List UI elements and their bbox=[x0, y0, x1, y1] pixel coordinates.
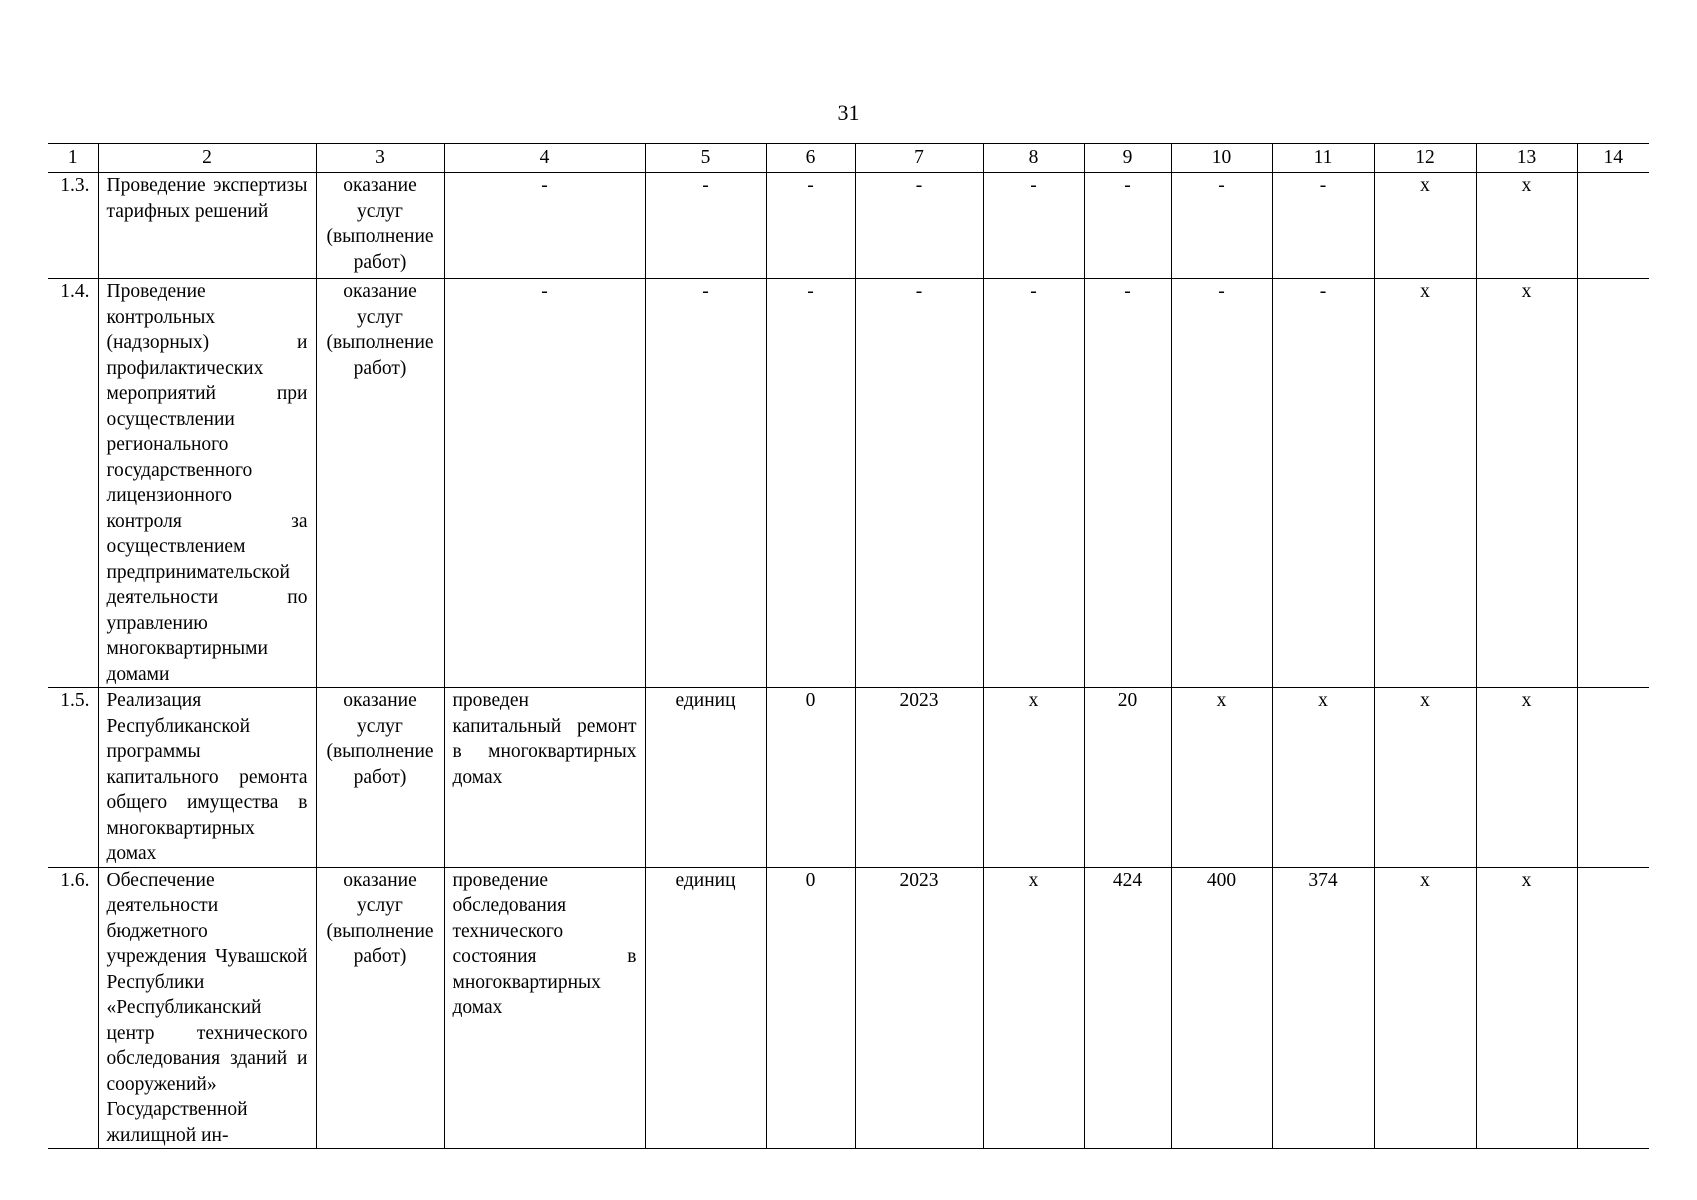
row-name: Обеспечение деятельности бюджетного учреждения Чувашской Республики «Республиканский центр технического обследования зданий и сооружений» Государственной жилищной ин- bbox=[98, 867, 316, 1149]
row-cell: х bbox=[1476, 867, 1577, 1149]
row-number: 1.5. bbox=[48, 688, 98, 868]
column-header: 3 bbox=[316, 144, 444, 173]
row-cell: - bbox=[1084, 279, 1171, 688]
row-name: Проведение экспертизы тарифных решений bbox=[98, 173, 316, 279]
row-cell: х bbox=[1374, 279, 1476, 688]
row-type: оказание услуг (выполнение работ) bbox=[316, 173, 444, 279]
column-header: 1 bbox=[48, 144, 98, 173]
row-cell: х bbox=[1374, 173, 1476, 279]
row-cell: 374 bbox=[1272, 867, 1374, 1149]
row-result: - bbox=[444, 279, 645, 688]
row-cell bbox=[1577, 173, 1649, 279]
row-cell: 0 bbox=[766, 688, 855, 868]
row-unit: единиц bbox=[645, 867, 766, 1149]
column-header: 5 bbox=[645, 144, 766, 173]
row-cell: х bbox=[983, 867, 1084, 1149]
row-cell bbox=[1577, 279, 1649, 688]
row-unit: - bbox=[645, 173, 766, 279]
row-cell: х bbox=[1374, 688, 1476, 868]
row-result: - bbox=[444, 173, 645, 279]
row-name: Реализация Республиканской программы капитального ремонта общего имущества в многоквартирных домах bbox=[98, 688, 316, 868]
column-header: 2 bbox=[98, 144, 316, 173]
row-cell: - bbox=[766, 279, 855, 688]
row-cell: х bbox=[1476, 173, 1577, 279]
row-cell: - bbox=[983, 173, 1084, 279]
row-cell: 400 bbox=[1171, 867, 1272, 1149]
row-number: 1.3. bbox=[48, 173, 98, 279]
row-cell: 2023 bbox=[855, 867, 983, 1149]
column-header: 6 bbox=[766, 144, 855, 173]
column-header: 12 bbox=[1374, 144, 1476, 173]
row-unit: единиц bbox=[645, 688, 766, 868]
row-type: оказание услуг (выполнение работ) bbox=[316, 867, 444, 1149]
column-header: 10 bbox=[1171, 144, 1272, 173]
row-cell: - bbox=[855, 279, 983, 688]
row-cell: х bbox=[1476, 279, 1577, 688]
row-cell: 20 bbox=[1084, 688, 1171, 868]
row-cell: 0 bbox=[766, 867, 855, 1149]
row-cell: - bbox=[1171, 279, 1272, 688]
row-cell: - bbox=[1272, 173, 1374, 279]
row-cell: х bbox=[1476, 688, 1577, 868]
column-header: 13 bbox=[1476, 144, 1577, 173]
row-cell: - bbox=[983, 279, 1084, 688]
column-header: 4 bbox=[444, 144, 645, 173]
row-cell: х bbox=[1272, 688, 1374, 868]
page-number: 31 bbox=[837, 100, 860, 125]
row-name: Проведение контрольных (надзорных) и профилактических мероприятий при осуществлении регионального государственного лицензионного контроля за осуществлением предпринимательской деятельности по управлению многоквартирными домами bbox=[98, 279, 316, 688]
row-cell: - bbox=[1171, 173, 1272, 279]
row-cell: х bbox=[1171, 688, 1272, 868]
row-type: оказание услуг (выполнение работ) bbox=[316, 688, 444, 868]
row-cell: - bbox=[855, 173, 983, 279]
row-number: 1.6. bbox=[48, 867, 98, 1149]
data-table bbox=[48, 143, 1649, 1149]
row-cell bbox=[1577, 867, 1649, 1149]
column-header: 11 bbox=[1272, 144, 1374, 173]
row-cell: х bbox=[1374, 867, 1476, 1149]
row-cell: 424 bbox=[1084, 867, 1171, 1149]
row-result: проведение обследования технического состояния в многоквартирных домах bbox=[444, 867, 645, 1149]
row-type: оказание услуг (выполнение работ) bbox=[316, 279, 444, 688]
row-cell bbox=[1577, 688, 1649, 868]
row-cell: - bbox=[1084, 173, 1171, 279]
table-row bbox=[48, 688, 1649, 868]
column-header: 9 bbox=[1084, 144, 1171, 173]
column-header: 7 bbox=[855, 144, 983, 173]
column-header: 14 bbox=[1577, 144, 1649, 173]
row-cell: х bbox=[983, 688, 1084, 868]
row-cell: - bbox=[766, 173, 855, 279]
row-number: 1.4. bbox=[48, 279, 98, 688]
row-cell: 2023 bbox=[855, 688, 983, 868]
table-header-row bbox=[48, 144, 1649, 173]
table-row bbox=[48, 867, 1649, 1149]
row-unit: - bbox=[645, 279, 766, 688]
table-row bbox=[48, 279, 1649, 688]
column-header: 8 bbox=[983, 144, 1084, 173]
table-row bbox=[48, 173, 1649, 279]
row-result: проведен капитальный ремонт в многоквартирных домах bbox=[444, 688, 645, 868]
row-cell: - bbox=[1272, 279, 1374, 688]
